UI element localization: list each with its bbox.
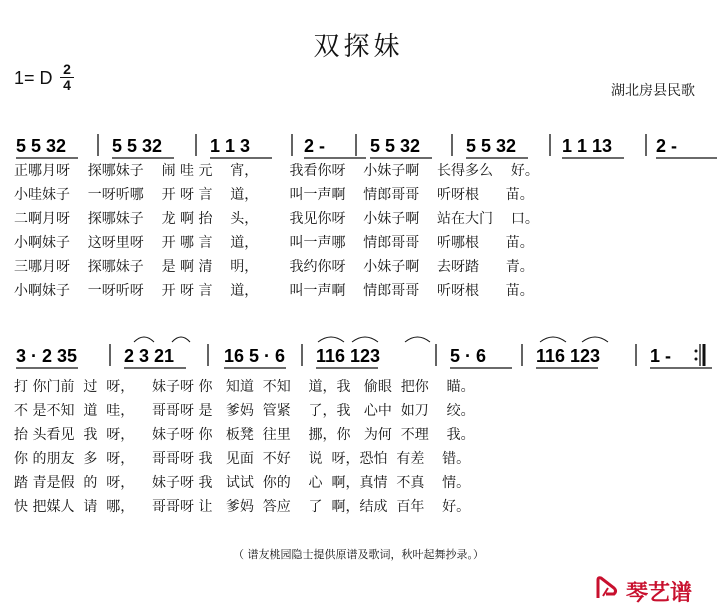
measure-5: 5 5 32 (370, 136, 421, 156)
logo-text: 琴艺谱 (626, 581, 693, 606)
site-logo[interactable] (594, 574, 693, 606)
system-2 (16, 337, 712, 368)
lyric-line: 正哪月呀 探哪妹子 闹 哇 元 宵， 我看你呀 小妹子啊 长得多么 好。 (14, 163, 539, 179)
measure-4: 116 123 (316, 346, 381, 366)
lyric-line: 小哇妹子 一呀听哪 开 呀 言 道， 叫一声啊 情郎哥哥 听呀根 苗。 (14, 187, 534, 203)
measure-1: 5 5 32 (16, 136, 67, 156)
slur-mark (318, 337, 344, 342)
lyric-line: 三哪月呀 探哪妹子 是 啊 清 明， 我约你呀 小妹子啊 去呀踏 青。 (14, 259, 534, 275)
piano-logo-icon (594, 574, 622, 602)
measure-6: 5 5 32 (466, 136, 517, 156)
measure-4: 2 - (304, 136, 326, 156)
time-signature-bottom: 4 (63, 77, 71, 93)
key-signature: 1= D (14, 68, 53, 88)
measure-5: 5 · 6 (450, 346, 487, 366)
lyric-line: 打 你门前 过 呀， 妹子呀 你 知道 不知 道，我 偷眼 把你 瞄。 (14, 379, 475, 395)
lyric-line: 不 是不知 道 哇， 哥哥呀 是 爹妈 管紧 了，我 心中 如刀 绞。 (14, 403, 475, 419)
lyric-line: 小啊妹子 这呀里呀 开 哪 言 道， 叫一声哪 情郎哥哥 听哪根 苗。 (14, 235, 534, 251)
time-signature-top: 2 (60, 62, 74, 78)
lyric-line: 二啊月呀 探哪妹子 龙 啊 抬 头， 我见你呀 小妹子啊 站在大门 口。 (14, 211, 539, 227)
lyric-line: 快 把媒人 请 哪， 哥哥呀 让 爹妈 答应 了 啊，结成 百年 好。 (14, 499, 471, 515)
measure-2: 5 5 32 (112, 136, 163, 156)
measure-2: 2 3 21 (124, 346, 175, 366)
repeat-dot (695, 350, 698, 353)
song-origin: 湖北房县民歌 (611, 83, 695, 99)
slur-mark (582, 337, 608, 342)
measure-3: 16 5 · 6 (224, 346, 286, 366)
lyric-line: 小啊妹子 一呀听呀 开 呀 言 道， 叫一声啊 情郎哥哥 听呀根 苗。 (14, 283, 534, 299)
slur-mark (405, 337, 430, 342)
measure-6: 116 123 (536, 346, 601, 366)
slur-mark (352, 337, 378, 342)
measure-8: 2 - (656, 136, 678, 156)
slur-mark (172, 337, 190, 342)
slur-mark (540, 337, 566, 342)
measure-7: 1 - (650, 346, 672, 366)
repeat-dot (695, 358, 698, 361)
lyric-line: 踏 青是假 的 呀， 妹子呀 我 试试 你的 心 啊，真情 不真 情。 (14, 475, 471, 491)
credit-note: （ 谱友桃园隐士提供原谱及歌词，秋叶起舞抄录。） (233, 548, 484, 561)
measure-7: 1 1 13 (562, 136, 613, 156)
slur-mark (134, 337, 154, 342)
measure-3: 1 1 3 (210, 136, 251, 156)
system-1 (16, 134, 717, 158)
lyric-line: 抬 头看见 我 呀， 妹子呀 你 板凳 往里 挪，你 为何 不理 我。 (14, 427, 475, 443)
lyric-line: 你 的朋友 多 呀， 哥哥呀 我 见面 不好 说 呀，恐怕 有差 错。 (14, 451, 471, 467)
measure-1: 3 · 2 35 (16, 346, 78, 366)
page-title: 双探妹 (313, 32, 404, 62)
